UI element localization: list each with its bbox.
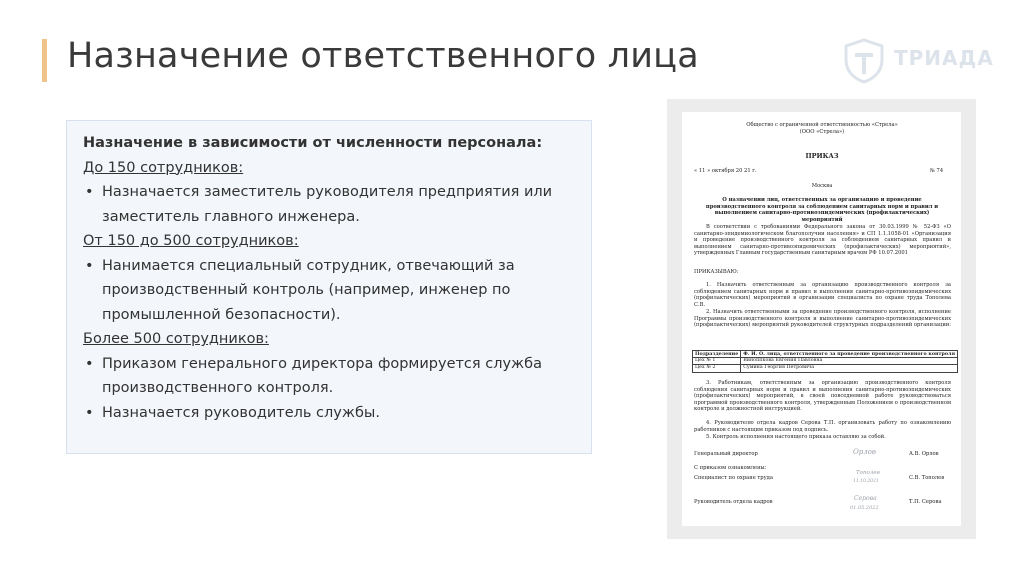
order-document-page bbox=[682, 112, 961, 526]
doc-item-2: 2. Назначить ответственными за проведение производственного контроля, исполнение Программы производственного контроля и выполнение санитарно-противоэпидемических (профилактических) мероприятий руководителей структурных подразделений организации: bbox=[694, 309, 951, 329]
doc-date: « 11 » октября 20 21 г. bbox=[694, 168, 757, 174]
staffing-info-panel bbox=[66, 120, 592, 454]
sig-specialist-signature: Тополев bbox=[856, 470, 880, 476]
doc-item-1: 1. Назначить ответственным за организацию производственного контроля за соблюдением санитарных норм и правил и выполнения санитарно-противоэпидемических (профилактических) мероприятий в организации специалиста по охране труда Тополева С.В. bbox=[694, 282, 951, 308]
page-title: Назначение ответственного лица bbox=[67, 36, 699, 76]
doc-org-short: (ООО «Стрела») bbox=[799, 129, 845, 135]
doc-subject: О назначении лиц, ответственных за организацию и проведение производственного контроля за соблюдением санитарных норм и правил и выполнением санитарно-противоэпидемических (профилактических) мероприятий bbox=[705, 197, 939, 223]
shield-logo-icon bbox=[842, 38, 886, 84]
doc-number: № 74 bbox=[930, 168, 944, 174]
doc-responsible-table bbox=[692, 350, 958, 373]
sig-hr-name: Т.П. Серова bbox=[909, 499, 942, 505]
table-row bbox=[693, 358, 958, 365]
doc-item-3: 3. Работникам, ответственным за организацию производственного контроля соблюдения санитарных норм и правил и выполнения санитарно-противоэпидемических (профилактических) мероприятий, в своей повседневной работе руководствоваться программой производственного контроля, утвержденным Положением о производственном контроле и должностной инструкцией. bbox=[694, 380, 951, 413]
order-document-image bbox=[667, 99, 976, 539]
info-heading: Назначение в зависимости от численности персонала: bbox=[83, 135, 543, 151]
bullet-item: • Назначается заместитель руководителя предприятия или заместитель главного инженера. bbox=[83, 180, 583, 229]
sig-acquainted-label: С приказом ознакомлены: bbox=[694, 465, 767, 471]
sig-hr-title: Руководитель отдела кадров bbox=[694, 499, 773, 505]
table-header-cell: Подразделение bbox=[693, 351, 741, 358]
sig-hr-date: 01.05.2022 bbox=[850, 505, 879, 511]
doc-city: Москва bbox=[811, 183, 833, 189]
triada-logo bbox=[842, 38, 994, 84]
title-accent-bar bbox=[42, 39, 47, 82]
doc-item-5: 5. Контроль исполнения настоящего приказа оставляю за собой. bbox=[706, 434, 886, 440]
group-label-150-500: От 150 до 500 сотрудников: bbox=[83, 233, 299, 249]
sig-specialist-title: Специалист по охране труда bbox=[694, 475, 773, 481]
bullet-item: • Нанимается специальный сотрудник, отвечающий за производственный контроль (например, инженер по промышленной безопасности). bbox=[83, 254, 583, 328]
table-header-row bbox=[693, 351, 958, 358]
sig-hr-signature: Серова bbox=[854, 495, 877, 502]
sig-director-name: А.В. Орлов bbox=[909, 451, 939, 457]
table-header-cell: Ф. И. О. лица, ответственного за проведение производственного контроля bbox=[741, 351, 958, 358]
doc-item-4: 4. Руководителю отдела кадров Серова Т.П. организовать работу по ознакомлению работников с настоящим приказом под подпись. bbox=[694, 420, 951, 433]
doc-preamble: В соответствии с требованиями Федерального закона от 30.03.1999 № 52-ФЗ «О санитарно-эпидемиологическом благополучии населения» и СП 1.1.1058-01 «Организация и проведение производственного контроля за соблюдением санитарных правил и выполнением санитарно-противоэпидемических (профилактических) мероприятий», утвержденных Главным государственным санитарным врачом РФ 10.07.2001 bbox=[694, 224, 951, 257]
table-cell: Цех № 2 bbox=[693, 365, 741, 372]
table-cell: Цех № 1 bbox=[693, 358, 741, 365]
bullet-item: • Назначается руководитель службы. bbox=[83, 401, 583, 426]
group-label-under-150: До 150 сотрудников: bbox=[83, 159, 244, 176]
sig-director-title: Генеральный директор bbox=[694, 451, 758, 457]
logo-wordmark: ТРИАДА bbox=[894, 46, 994, 70]
table-cell: Сумина Георгия Петровича bbox=[741, 365, 958, 372]
table-cell: Виноппкова Евгения Павловна bbox=[741, 358, 958, 365]
doc-org-name: Общество с ограниченной ответственностью «Стрела» bbox=[746, 122, 898, 128]
bullet-item: • Приказом генерального директора формируется служба производственного контроля. bbox=[83, 352, 583, 401]
sig-specialist-date: 11.10.2021 bbox=[853, 479, 879, 484]
group-label-over-500: Более 500 сотрудников: bbox=[83, 331, 269, 347]
doc-type: ПРИКАЗ bbox=[805, 152, 839, 160]
doc-order-word: ПРИКАЗЫВАЮ: bbox=[694, 269, 739, 275]
sig-director-signature: Орлов bbox=[853, 448, 876, 456]
sig-specialist-name: С.В. Тополев bbox=[909, 475, 945, 481]
table-row bbox=[693, 365, 958, 372]
